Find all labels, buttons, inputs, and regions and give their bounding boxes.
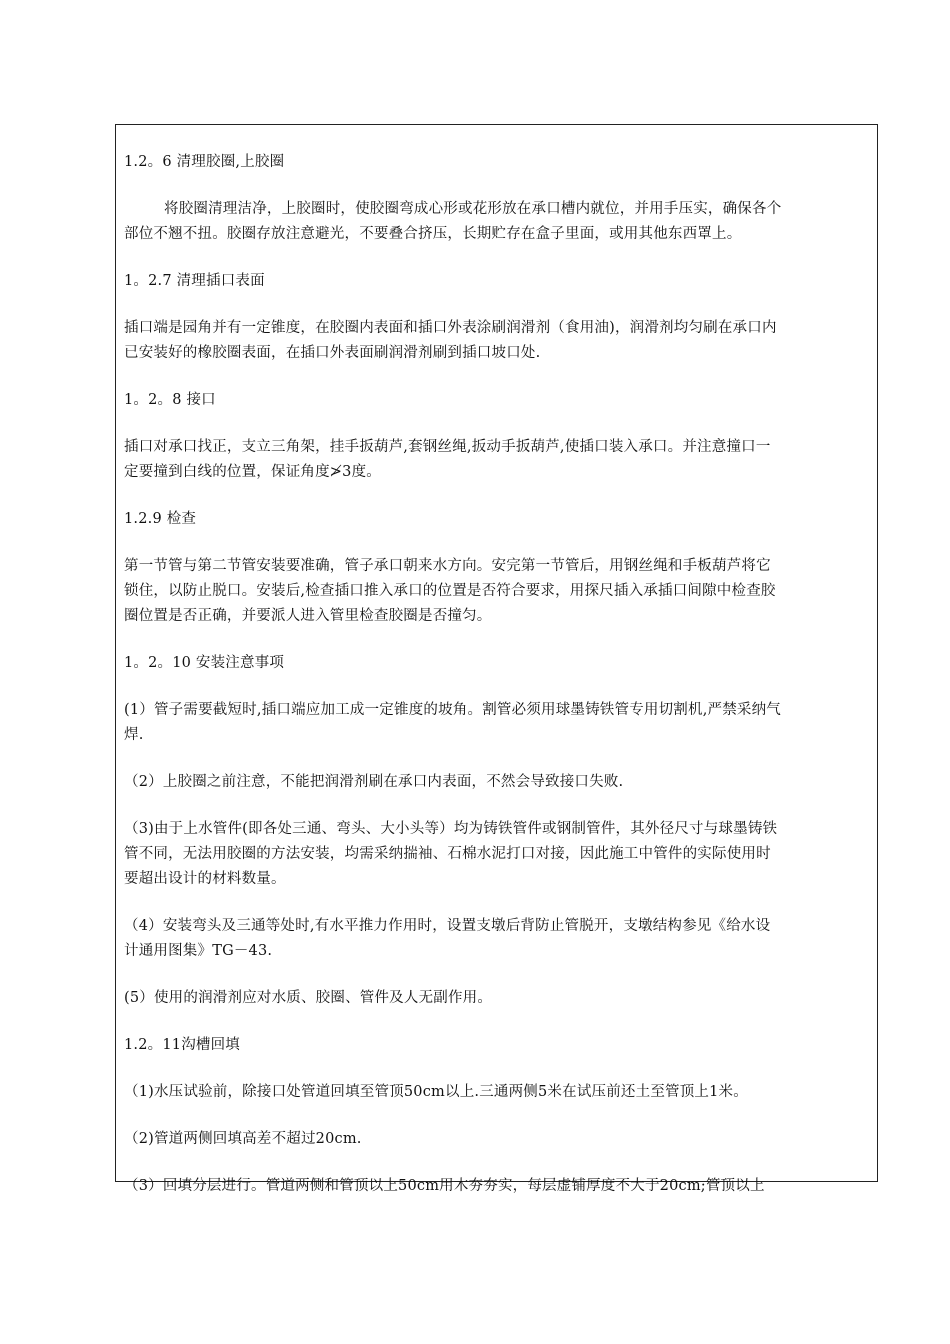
text-line: （4）安装弯头及三通等处时,有水平推力作用时，设置支墩后背防止管脱开，支墩结构参见《给水设 [124,918,771,934]
text-line: 定要撞到白线的位置，保证角度≯3度。 [124,464,381,480]
text-line: (1）管子需要截短时,插口端应加工成一定锥度的坡角。割管必须用球墨铸铁管专用切割机,严禁采纳气 [124,702,781,718]
section-heading: 1.2.9 检查 [124,511,197,527]
list-item [124,986,871,1011]
text-line: 部位不翘不扭。胶圈存放注意避光，不要叠合挤压，长期贮存在盒子里面，或用其他东西罩上。 [124,226,742,242]
list-item [124,1080,871,1105]
paragraph [124,316,871,366]
text-line: （2）上胶圈之前注意，不能把润滑剂刷在承口内表面，不然会导致接口失败. [124,774,624,790]
text-line: （3）回填分层进行。管道两侧和管顶以上50cm用木夯夯实，每层虚铺厚度不大于20cm;管顶以上 [124,1178,765,1194]
text-line: 焊. [124,727,144,743]
text-line: 管不同，无法用胶圈的方法安装，均需采纳揣袖、石棉水泥打口对接，因此施工中管件的实际使用时 [124,846,771,862]
list-item [124,1174,871,1199]
text-line: 计通用图集》TG－43. [124,943,273,959]
text-line: 锁住，以防止脱口。安装后,检查插口推入承口的位置是否符合要求，用探尺插入承插口间隙中检查胶 [124,583,776,599]
paragraph [124,554,871,629]
list-item [124,914,871,964]
paragraph [124,435,871,485]
text-line: (5）使用的润滑剂应对水质、胶圈、管件及人无副作用。 [124,990,493,1006]
section-heading: 1.2。6 清理胶圈,上胶圈 [124,154,285,170]
list-item [124,817,871,892]
section-heading: 1。2。10 安装注意事项 [124,655,285,671]
text-line: 插口端是园角并有一定锥度，在胶圈内表面和插口外表涂刷润滑剂（食用油)，润滑剂均匀刷在承口内 [124,320,777,336]
text-line: 要超出设计的材料数量。 [124,871,286,887]
section-heading: 1。2.7 清理插口表面 [124,273,265,289]
list-item [124,770,871,795]
text-line: 将胶圈清理洁净，上胶圈时，使胶圈弯成心形或花形放在承口槽内就位，并用手压实，确保各个 [164,201,782,217]
text-line: （2)管道两侧回填高差不超过20cm. [124,1131,362,1147]
text-line: （3)由于上水管件(即各处三通、弯头、大小头等）均为铸铁管件或钢制管件，其外径尺寸与球墨铸铁 [124,821,778,837]
document-frame [115,124,878,1194]
text-line: 已安装好的橡胶圈表面，在插口外表面刷润滑剂刷到插口坡口处. [124,345,541,361]
document-content [124,150,871,1221]
paragraph [124,197,871,247]
text-line: 第一节管与第二节管安装要准确，管子承口朝来水方向。安完第一节管后，用钢丝绳和手板葫芦将它 [124,558,771,574]
text-line: 圈位置是否正确，并要派人进入管里检查胶圈是否撞匀。 [124,608,492,624]
text-line: （1)水压试验前，除接口处管道回填至管顶50cm以上.三通两侧5米在试压前还土至管顶上1米。 [124,1084,748,1100]
list-item [124,1127,871,1152]
list-item [124,698,871,748]
section-heading: 1。2。8 接口 [124,392,216,408]
text-line: 插口对承口找正，支立三角架，挂手扳葫芦,套钢丝绳,扳动手扳葫芦,使插口装入承口。并注意撞口一 [124,439,771,455]
section-heading: 1.2。11沟槽回填 [124,1037,241,1053]
